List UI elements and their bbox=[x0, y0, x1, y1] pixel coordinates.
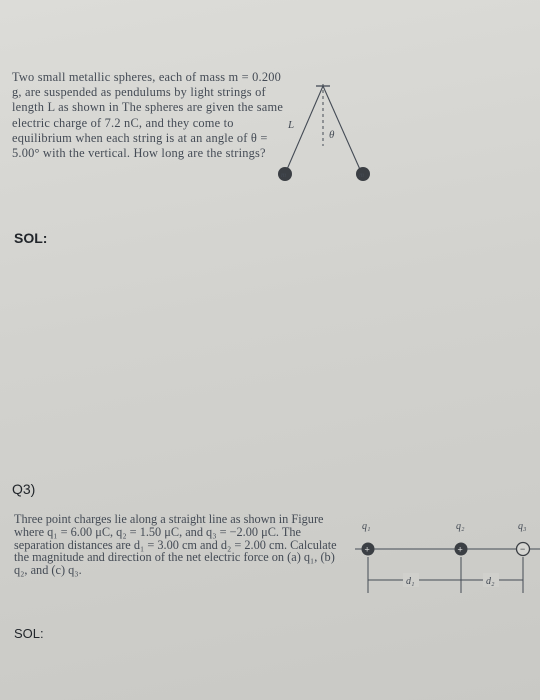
sphere-left-label: m bbox=[281, 171, 287, 179]
charge-label-q1: q₁ bbox=[362, 521, 371, 532]
plus-sign-q2: + bbox=[457, 544, 463, 555]
solution-1-label: SOL: bbox=[14, 230, 48, 246]
problem-1-text: Two small metallic spheres, each of mass m = 0.200 g, are suspended as pendulums by light strings of length L as shown in The spheres are given the same electric charge of 7.2 nC, and they come to equilibrium when each string is at an angle of θ = 5.00° with the vertical. How long are the strings? bbox=[12, 70, 284, 161]
sphere-right-label: m bbox=[359, 171, 365, 179]
minus-sign-q3: − bbox=[520, 544, 526, 554]
length-label: L bbox=[288, 119, 295, 131]
plus-sign-q1: + bbox=[364, 544, 370, 555]
question-3-label: Q3) bbox=[12, 481, 36, 497]
point-charges-figure bbox=[355, 515, 540, 595]
charge-label-q2: q₂ bbox=[456, 521, 465, 532]
solution-3-label: SOL: bbox=[14, 626, 44, 641]
pendulum-figure bbox=[270, 76, 370, 186]
charge-label-q3: q₃ bbox=[518, 521, 527, 532]
distance-label-d1: d₁ bbox=[406, 576, 415, 587]
distance-label-d2: d₂ bbox=[486, 576, 495, 587]
angle-label: θ bbox=[329, 129, 335, 141]
question-3-text: Three point charges lie along a straight line as shown in Figure where q₁ = 6.00 μC, q₂ = 1.50 μC, and q₃ = −2.00 μC. The separation distances are d₁ = 3.00 cm and d₂ = 2.00 cm. Calculate the magnitude and direction of the net electric force on (a) q₁, (b) q₂, and (c) q₃. bbox=[14, 512, 337, 578]
